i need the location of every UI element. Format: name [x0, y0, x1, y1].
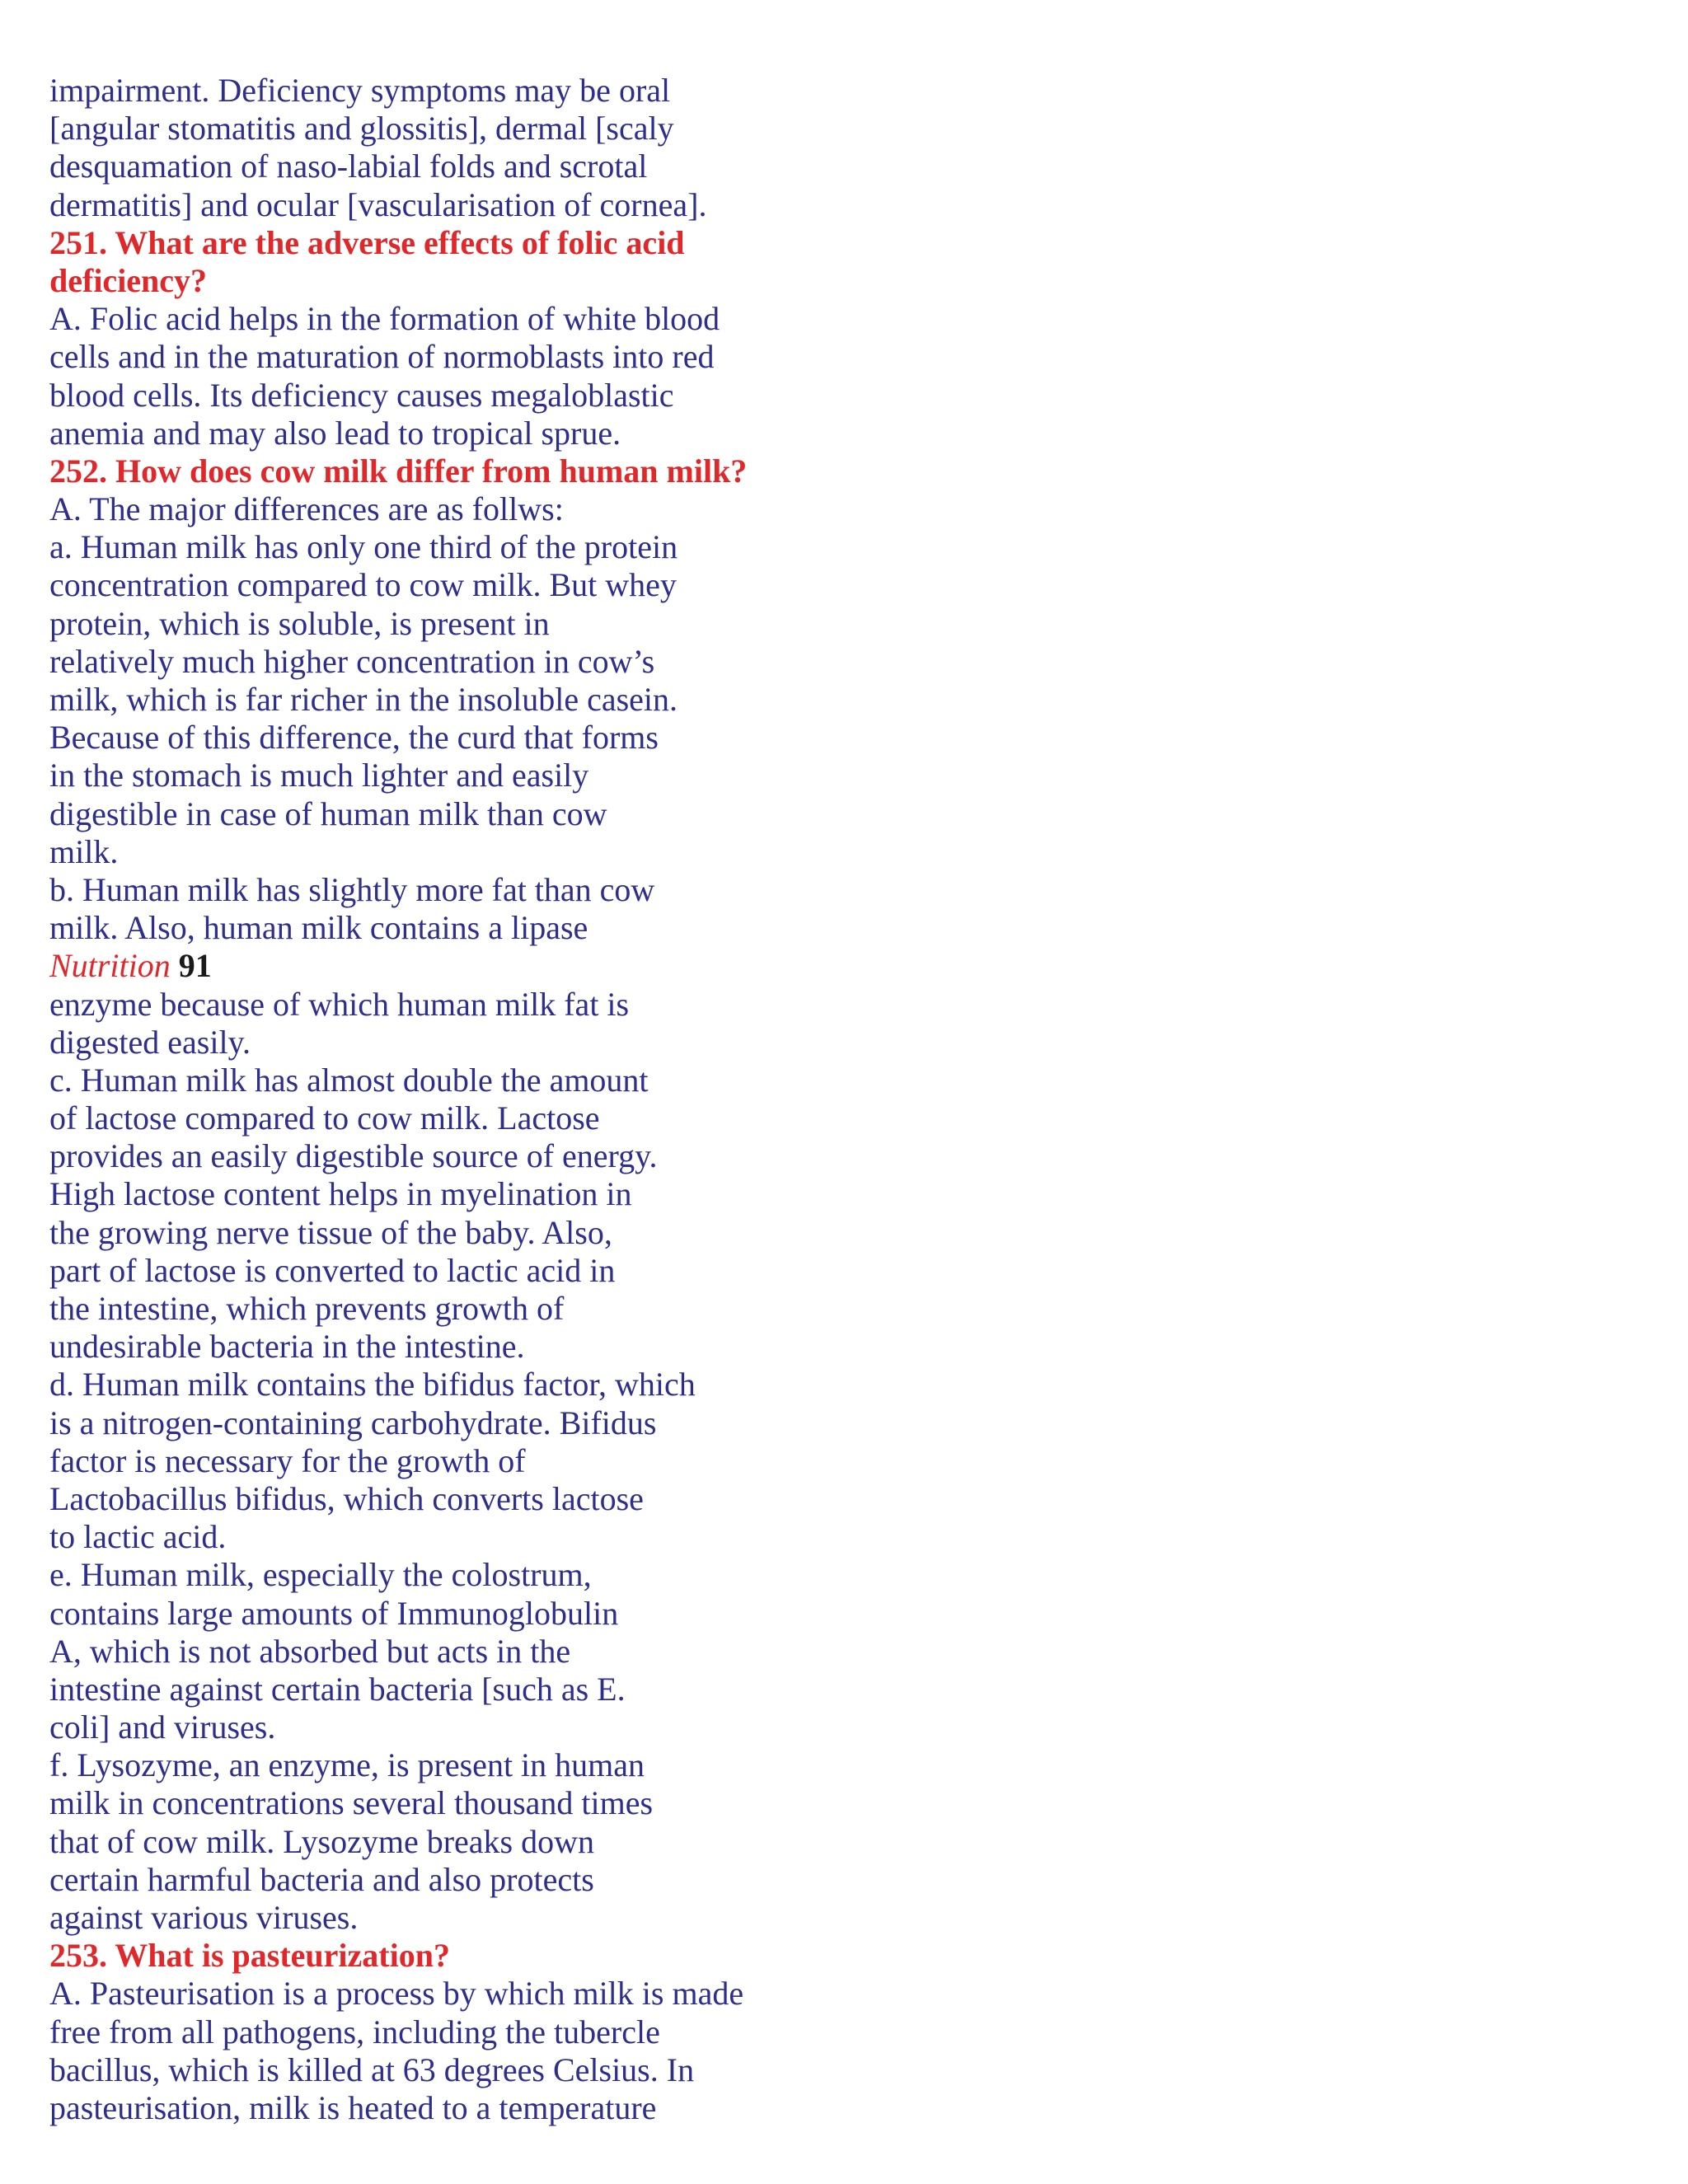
body-text-line: A. The major differences are as follws: [49, 490, 564, 528]
body-text-line: c. Human milk has almost double the amount [49, 1061, 649, 1099]
body-text-line: protein, which is soluble, is present in [49, 604, 550, 642]
body-text-line: certain harmful bacteria and also protects [49, 1860, 594, 1898]
body-text-line: Lactobacillus bifidus, which converts lactose [49, 1479, 644, 1517]
document-page [49, 72, 874, 2127]
body-text-line: free from all pathogens, including the tubercle [49, 2013, 660, 2050]
body-text-line: A. Folic acid helps in the formation of white blood [49, 300, 720, 338]
body-text-line: d. Human milk contains the bifidus factor, which [49, 1366, 696, 1404]
question-heading-251: deficiency? [49, 261, 208, 299]
body-text-line: factor is necessary for the growth of [49, 1441, 526, 1479]
body-text-line: anemia and may also lead to tropical sprue. [49, 414, 621, 452]
body-text-line: the growing nerve tissue of the baby. Also, [49, 1213, 612, 1251]
body-text-line: milk. [49, 832, 119, 870]
body-text-line: part of lactose is converted to lactic acid in [49, 1251, 616, 1289]
body-text-line: concentration compared to cow milk. But whey [49, 566, 677, 604]
body-text-line: pasteurisation, milk is heated to a temperature [49, 2088, 657, 2126]
question-heading-251: 251. What are the adverse effects of folic acid [49, 223, 685, 261]
body-text-line: blood cells. Its deficiency causes megaloblastic [49, 376, 674, 414]
body-text-line: f. Lysozyme, an enzyme, is present in human [49, 1746, 645, 1784]
body-text-line: to lactic acid. [49, 1518, 227, 1556]
body-text-line: that of cow milk. Lysozyme breaks down [49, 1822, 594, 1860]
body-text-line: digested easily. [49, 1023, 251, 1061]
body-text-line: e. Human milk, especially the colostrum, [49, 1556, 592, 1594]
body-text-line: undesirable bacteria in the intestine. [49, 1328, 525, 1366]
body-text-line: a. Human milk has only one third of the protein [49, 528, 678, 566]
body-text-line: A. Pasteurisation is a process by which milk is made [49, 1975, 744, 2013]
body-text-line: High lactose content helps in myelination in [49, 1175, 632, 1213]
body-text-line: cells and in the maturation of normoblasts into red [49, 338, 715, 376]
section-label: Nutrition [49, 947, 171, 985]
body-text-line: Because of this difference, the curd that forms [49, 719, 659, 757]
running-header [49, 947, 874, 985]
body-text-line: contains large amounts of Immunoglobulin [49, 1594, 619, 1632]
body-text-line: impairment. Deficiency symptoms may be oral [49, 72, 671, 109]
body-text-line: in the stomach is much lighter and easily [49, 757, 589, 794]
body-text-line: intestine against certain bacteria [such as E. [49, 1670, 626, 1708]
body-text-line: relatively much higher concentration in cow’s [49, 642, 655, 680]
body-text-line: bacillus, which is killed at 63 degrees Celsius. In [49, 2050, 695, 2088]
body-text-line: milk in concentrations several thousand times [49, 1784, 654, 1822]
body-text-line: dermatitis] and ocular [vascularisation of cornea]. [49, 185, 707, 223]
body-text-line: provides an easily digestible source of energy. [49, 1137, 658, 1175]
page-number: 91 [178, 947, 212, 985]
body-text-line: against various viruses. [49, 1899, 359, 1936]
body-text-line: A, which is not absorbed but acts in the [49, 1632, 571, 1670]
body-text-line: the intestine, which prevents growth of [49, 1290, 565, 1327]
body-text-line: digestible in case of human milk than cow [49, 794, 607, 832]
body-text-line: of lactose compared to cow milk. Lactose [49, 1099, 600, 1137]
body-text-line: coli] and viruses. [49, 1708, 276, 1746]
body-text-line: enzyme because of which human milk fat is [49, 985, 630, 1023]
body-text-line: is a nitrogen-containing carbohydrate. Bifidus [49, 1404, 657, 1441]
body-text-line: b. Human milk has slightly more fat than cow [49, 870, 655, 908]
question-heading-252: 252. How does cow milk differ from human milk? [49, 452, 748, 490]
body-text-line: milk. Also, human milk contains a lipase [49, 909, 588, 947]
body-text-line: [angular stomatitis and glossitis], dermal [scaly [49, 110, 674, 148]
body-text-line: milk, which is far richer in the insoluble casein. [49, 681, 678, 718]
body-text-line: desquamation of naso-labial folds and scrotal [49, 148, 648, 185]
question-heading-253: 253. What is pasteurization? [49, 1937, 450, 1975]
